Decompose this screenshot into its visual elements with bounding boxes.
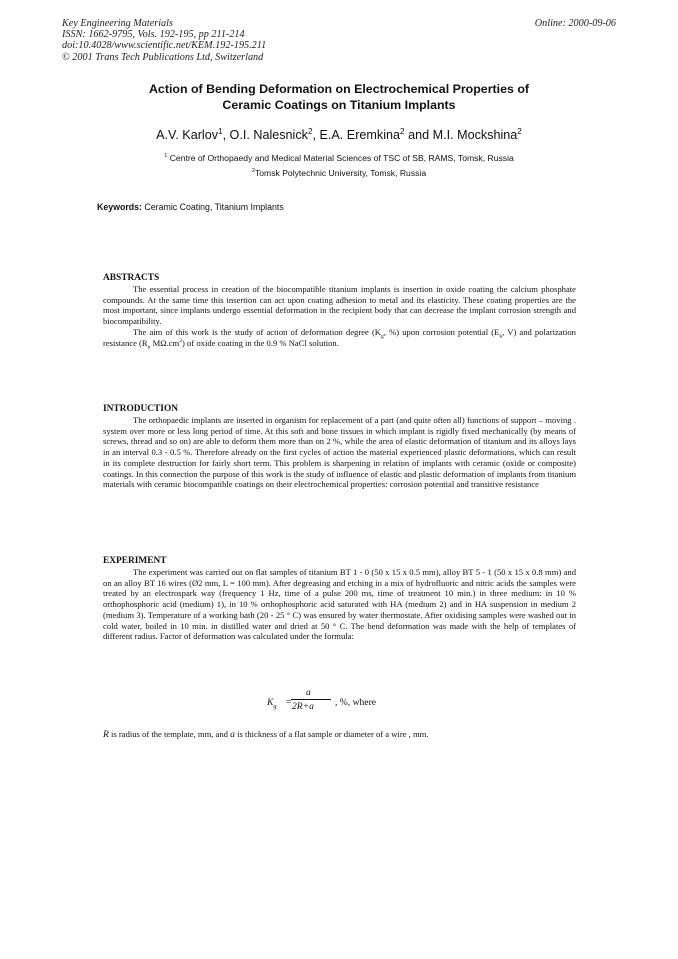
text-run: is thickness of a flat sample or diameter of a wire , mm. — [234, 729, 429, 739]
author-affil-mark: 2 — [307, 126, 313, 136]
author-affil-mark: 2 — [400, 126, 405, 136]
affiliation-1 — [60, 153, 618, 164]
formula-denominator: 2R+a — [292, 701, 314, 712]
author-affil-mark: 1 — [218, 126, 223, 136]
paper-title — [90, 82, 588, 113]
experiment-heading: EXPERIMENT — [103, 556, 167, 566]
formula-subscript: g — [273, 702, 277, 710]
title-line-2: Ceramic Coatings on Titanium Implants — [222, 97, 456, 112]
text-run: MΩ.cm — [150, 337, 180, 348]
text-run: ) of oxide coating in the 0.9 % NaCl solution. — [182, 337, 339, 348]
abstract-section — [103, 273, 576, 351]
author-affil-mark: 2 — [517, 126, 522, 136]
title-line-1: Action of Bending Deformation on Electrochemical Properties of — [148, 82, 530, 96]
formula-symbol: K — [267, 697, 274, 708]
subscript: n — [147, 344, 151, 351]
symbol-a: a — [230, 729, 235, 740]
subscript: g — [381, 333, 384, 340]
author-list — [60, 127, 618, 143]
subscript: k — [499, 333, 503, 340]
text-run: , V) and polarization resistance (R — [103, 326, 576, 348]
text-run: The aim of this work is the study of action of deformation degree (K — [133, 326, 382, 337]
journal-doi[interactable]: doi:10.4028/www.scientific.net/KEM.192-195.211 — [62, 40, 267, 52]
journal-copyright: © 2001 Trans Tech Publications Ltd, Switzerland — [62, 51, 264, 63]
experiment-paragraph: The experiment was carried out on flat samples of titanium BT 1 - 0 (50 x 15 x 0.5 mm), alloy BT 5 - 1 (50 x 15 x 0.8 mm) and on an alloy BT 16 wires (Ø2 mm, L = 100 mm). After degreasing and etching in a mix of hydrofluoric and nitric acids the samples were treated by an electrospark way (frequency 1 Hz, time of a pulse 200 ms, time of treatment 10 min.) in three medium: in 10 % orthophosphoric acid (medium) 1), in 10 % orthophosphoric acid saturated with HA (medium 2) and in HA suspension in medium 2 (medium 3). Temperature of a working bath (20 - 25 ° C) was ensured by water thermostate. After oxidising samples were washed out in cold water, boiled in 10 min. in distilled water and dried at 50 ° C. The bend deformation was made with the help of templates of different radius. Factor of deformation was calculated under the formula: — [103, 567, 576, 642]
abstract-paragraph-2 — [103, 326, 576, 351]
introduction-heading: INTRODUCTION — [103, 404, 179, 414]
journal-issn: ISSN: 1662-9795, Vols. 192-195, pp 211-214 — [62, 29, 245, 41]
fraction-bar — [291, 699, 331, 700]
author-name: A.V. Karlov — [156, 128, 218, 142]
formula-lhs — [267, 697, 277, 708]
affil-mark: 1 — [164, 153, 168, 160]
author-name: , O.I. Nalesnick — [222, 128, 308, 142]
formula-note — [103, 729, 428, 740]
text-run: is radius of the template, mm, and — [108, 729, 231, 739]
journal-header — [62, 18, 266, 63]
affil-mark: 2 — [251, 168, 255, 175]
experiment-section — [103, 556, 576, 642]
superscript: 2 — [179, 337, 183, 344]
affiliation-2 — [60, 168, 618, 179]
abstract-paragraph-1: The essential process in creation of the biocompatible titanium implants is insertion in oxide coating the calcium phosphate compounds. At the same time this insertion can act upon coating adhesion to metal and its elasticity. These coating properties are the most important, since implants undergo essential deformation in the recipient body that can decrease the implant corrosion strength and biocompatibility. — [103, 284, 576, 327]
introduction-section — [103, 404, 576, 490]
formula-numerator: a — [306, 687, 311, 698]
formula-equals: = — [286, 697, 292, 708]
affil-text: Tomsk Polytechnic University, Tomsk, Russia — [254, 168, 427, 178]
online-date: Online: 2000-09-06 — [534, 18, 616, 29]
author-name: , E.A. Eremkina — [312, 128, 401, 142]
author-name: and M.I. Mockshina — [404, 128, 518, 142]
symbol-r: R — [103, 729, 109, 740]
journal-name: Key Engineering Materials — [62, 18, 173, 29]
keywords — [97, 201, 284, 213]
keywords-label: Keywords: — [97, 202, 142, 212]
formula-tail: , %, where — [335, 697, 377, 708]
keywords-text: Ceramic Coating, Titanium Implants — [141, 202, 284, 212]
affil-text: Centre of Orthopaedy and Medical Material Sciences of TSC of SB, RAMS, Tomsk, Russia — [169, 153, 514, 163]
introduction-paragraph: The orthopaedic implants are inserted in organism for replacement of a part (and quite often all) functions of support – moving . system over more or less long period of time. At this soft and bone tissues in which implant is rigidly fixed mechanically (by means of screws, thread and so on) are able to deform them more than on 2 %, while the area of elastic deformation of titanium and its alloys lays in an interval 0.3 - 0.5 %. Therefore already on the first cycles of action the material experienced plastic deformations, which can result in its complete destruction for fairly short term. This problem is sharpening in relation of implants with ceramic (oxide or composite) coatings. In this connection the purpose of this work is the study of influence of elastic and plastic deformation of implants from titanium materials with ceramic biocompatible coatings on their electrochemical properties: corrosion potential and transitive resistance — [103, 415, 576, 490]
text-run: , %) upon corrosion potential (E — [383, 326, 500, 337]
abstract-heading: ABSTRACTS — [103, 273, 160, 283]
